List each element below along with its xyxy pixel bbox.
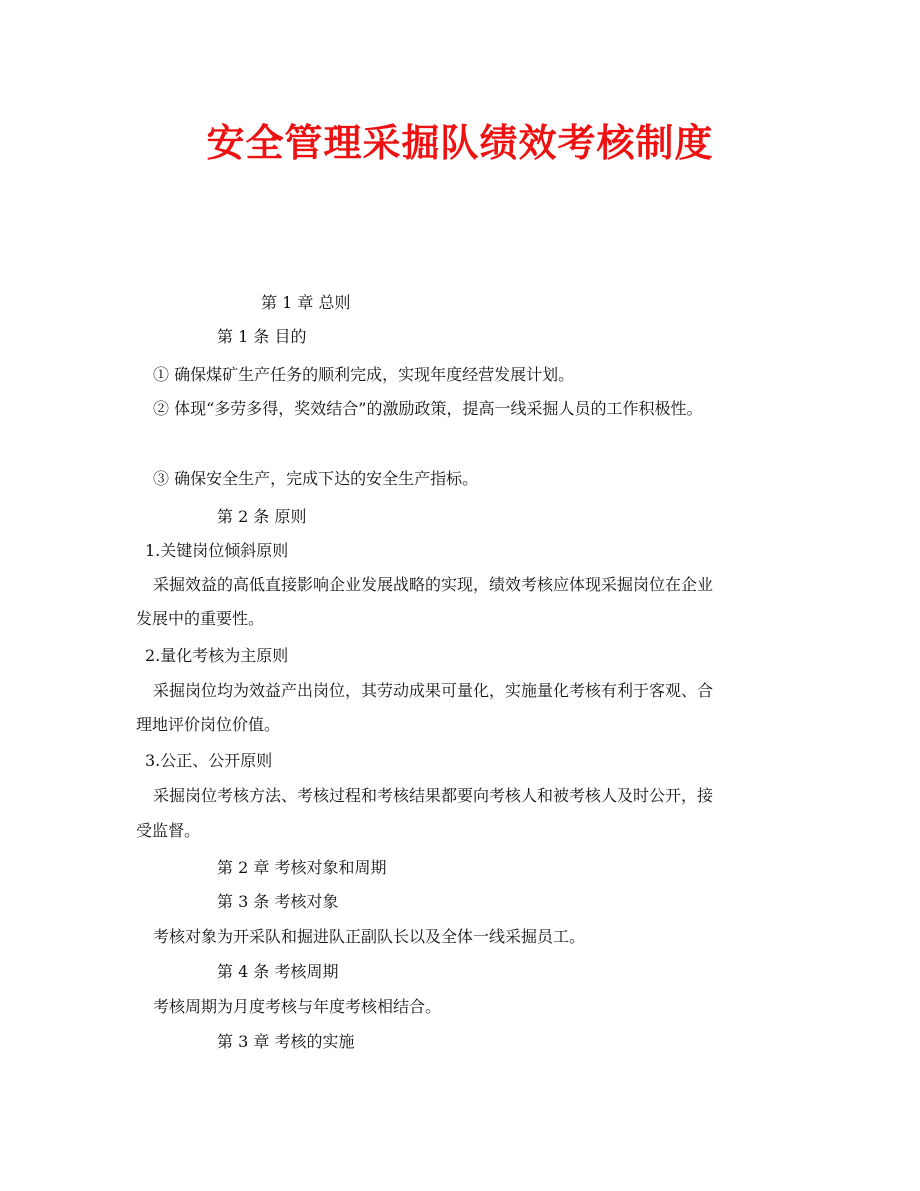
document-title: 安全管理采掘队绩效考核制度 xyxy=(206,121,714,165)
principle-2-text-cont: 理地评价岗位价值。 xyxy=(136,715,281,734)
purpose-item-3: ③ 确保安全生产，完成下达的安全生产指标。 xyxy=(153,469,479,488)
purpose-item-2: ② 体现“多劳多得，奖效结合”的激励政策，提高一线采掘人员的工作积极性。 xyxy=(153,399,703,418)
chapter-3-heading: 第 3 章 考核的实施 xyxy=(217,1032,355,1051)
principle-1-heading: 1.关键岗位倾斜原则 xyxy=(145,541,289,560)
principle-2-text: 采掘岗位均为效益产出岗位，其劳动成果可量化，实施量化考核有利于客观、合 xyxy=(153,681,714,700)
assessment-period-text: 考核周期为月度考核与年度考核相结合。 xyxy=(153,997,442,1016)
article-3-heading: 第 3 条 考核对象 xyxy=(217,892,339,911)
chapter-2-heading: 第 2 章 考核对象和周期 xyxy=(217,858,387,877)
principle-3-text: 采掘岗位考核方法、考核过程和考核结果都要向考核人和被考核人及时公开，接 xyxy=(153,786,714,805)
principle-1-text-cont: 发展中的重要性。 xyxy=(136,609,265,628)
article-2-heading: 第 2 条 原则 xyxy=(217,507,307,526)
principle-3-text-cont: 受监督。 xyxy=(136,821,201,840)
article-4-heading: 第 4 条 考核周期 xyxy=(217,962,339,981)
principle-2-heading: 2.量化考核为主原则 xyxy=(145,646,289,665)
article-1-heading: 第 1 条 目的 xyxy=(217,327,307,346)
principle-3-heading: 3.公正、公开原则 xyxy=(145,751,273,770)
chapter-1-heading: 第 1 章 总则 xyxy=(261,293,351,312)
assessment-target-text: 考核对象为开采队和掘进队正副队长以及全体一线采掘员工。 xyxy=(153,927,586,946)
principle-1-text: 采掘效益的高低直接影响企业发展战略的实现，绩效考核应体现采掘岗位在企业 xyxy=(153,575,714,594)
purpose-item-1: ① 确保煤矿生产任务的顺利完成，实现年度经营发展计划。 xyxy=(153,365,575,384)
